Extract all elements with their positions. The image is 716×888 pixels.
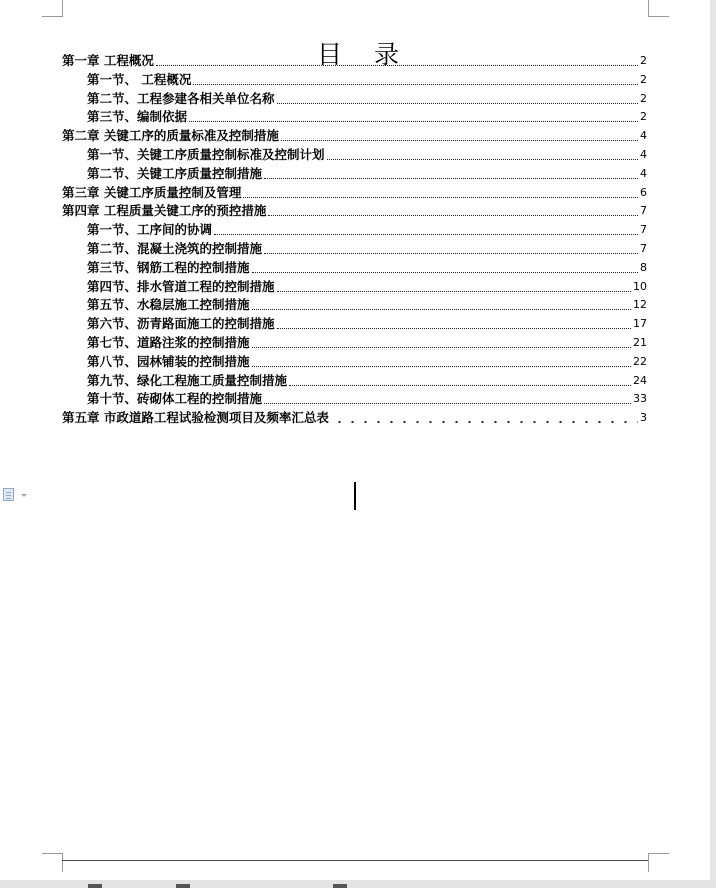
- toc-dot-leader: [264, 402, 631, 404]
- toc-entry-label: 第八节、园林铺装的控制措施: [87, 353, 250, 369]
- toc-entry-label: 第二节、工程参建各相关单位名称: [87, 90, 275, 106]
- toc-page-number: 4: [640, 166, 647, 180]
- toc-page-number: 10: [633, 279, 647, 293]
- toc-dot-leader: [277, 327, 631, 329]
- margin-corner-bottom-right: [648, 853, 669, 872]
- toc-page-number: 6: [640, 185, 647, 199]
- toc-entry[interactable]: [62, 127, 647, 145]
- toc-page-number: 2: [640, 54, 647, 67]
- toc-dot-leader: [193, 83, 638, 85]
- toc-dot-leader: [268, 214, 638, 216]
- toc-dot-leader: [243, 196, 638, 198]
- toc-dot-leader: [264, 252, 638, 254]
- footer-line: [62, 860, 648, 861]
- toc-entry[interactable]: [87, 353, 647, 371]
- margin-corner-top-left: [42, 0, 63, 17]
- toc-entry[interactable]: [87, 315, 647, 333]
- toc-entry-label: 第二节、关键工序质量控制措施: [87, 165, 263, 181]
- toc-entry-label: 第二节、混凝土浇筑的控制措施: [87, 241, 263, 256]
- toc-entry[interactable]: [87, 278, 647, 296]
- toc-entry[interactable]: [87, 334, 647, 352]
- toc-entry-label: 第四章 工程质量关键工序的预控措施: [62, 203, 267, 219]
- page-edge: [710, 0, 716, 888]
- toc-entry[interactable]: [87, 221, 647, 239]
- toc-entry[interactable]: [62, 184, 647, 202]
- toc-entry-label: 第一节、工序间的协调: [87, 222, 213, 238]
- toc-entry-label: 第一节、关键工序质量控制标准及控制计划: [87, 147, 325, 162]
- toc-entry-label: 第十节、砖砌体工程的控制措施: [87, 391, 263, 407]
- toc-entry[interactable]: [87, 390, 647, 408]
- toc-page-number: 4: [640, 148, 647, 161]
- toc-entry-label: 第一节、 工程概况: [87, 71, 192, 87]
- toc-entry-label: 第三节、钢筋工程的控制措施: [87, 259, 250, 275]
- toc-dot-leader: [281, 139, 638, 141]
- toc-dot-leader: [252, 271, 638, 273]
- toc-entry-label: 第五节、水稳层施工控制措施: [87, 297, 250, 313]
- toc-entry-label: 第六节、沥青路面施工的控制措施: [87, 316, 275, 332]
- toc-dot-leader: [264, 177, 638, 179]
- document-options-icon[interactable]: [3, 488, 14, 501]
- toc-page-number: 22: [633, 354, 647, 368]
- toc-entry-label: 第三节、编制依据: [87, 109, 188, 125]
- toc-entry[interactable]: [62, 409, 647, 427]
- chevron-down-icon[interactable]: [21, 494, 27, 497]
- toc-entry[interactable]: [62, 52, 647, 70]
- toc-entry[interactable]: [87, 108, 647, 126]
- toc-page-number: 3: [640, 411, 647, 425]
- margin-corner-bottom-left: [42, 853, 63, 872]
- toc-dot-leader: [214, 233, 638, 235]
- toc-page-number: 4: [640, 129, 647, 143]
- toc-page-number: 12: [633, 298, 647, 312]
- toc-entry-label: 第九节、绿化工程施工质量控制措施: [87, 372, 288, 388]
- toc-dot-leader: [156, 64, 638, 66]
- next-page-mark: [88, 884, 102, 888]
- toc-page-number: 8: [640, 260, 647, 274]
- toc-entry[interactable]: [87, 259, 647, 277]
- toc-page-number: 7: [640, 223, 647, 237]
- toc-page-number: 2: [640, 91, 647, 105]
- toc-entry-label: 第四节、排水管道工程的控制措施: [87, 278, 275, 294]
- toc-entry[interactable]: [87, 71, 647, 89]
- text-cursor: [354, 482, 356, 510]
- toc-title: 目 录: [317, 39, 411, 69]
- toc-dot-leader: [252, 365, 631, 367]
- toc-dot-leader: [327, 158, 638, 160]
- toc-page-number: 21: [633, 336, 647, 349]
- toc-entry-label: 第五章 市政道路工程试验检测项目及频率汇总表: [62, 410, 329, 426]
- toc-entry[interactable]: [87, 240, 647, 258]
- toc-entry[interactable]: [87, 165, 647, 183]
- toc-page-number: 7: [640, 242, 647, 255]
- toc-page-number: 24: [633, 373, 647, 387]
- toc-page-number: 17: [633, 317, 647, 331]
- toc-dot-leader: [189, 120, 638, 122]
- toc-entry[interactable]: [87, 296, 647, 314]
- next-page-mark: [333, 884, 347, 888]
- toc-entry[interactable]: [62, 202, 647, 220]
- next-page-mark: [176, 884, 190, 888]
- toc-page-number: 2: [640, 110, 647, 124]
- toc-page-number: 2: [640, 72, 647, 86]
- page-gap: [0, 880, 716, 888]
- toc-entry[interactable]: [87, 146, 647, 164]
- margin-corner-top-right: [648, 0, 669, 17]
- toc-page-number: 7: [640, 204, 647, 218]
- toc-entry-label: 第七节、道路注浆的控制措施: [87, 335, 250, 350]
- toc-dot-leader: [277, 290, 631, 292]
- toc-dot-leader: [331, 414, 638, 424]
- toc-entry-label: 第二章 关键工序的质量标准及控制措施: [62, 128, 279, 144]
- toc-page-number: 33: [633, 392, 647, 406]
- toc-dot-leader: [252, 346, 631, 348]
- toc-entry[interactable]: [87, 90, 647, 108]
- toc-dot-leader: [277, 102, 638, 104]
- toc-entry-label: 第三章 关键工序质量控制及管理: [62, 184, 242, 200]
- toc-entry[interactable]: [87, 372, 647, 390]
- toc-entry-label: 第一章 工程概况: [62, 53, 154, 68]
- toc-dot-leader: [289, 384, 631, 386]
- toc-dot-leader: [252, 308, 631, 310]
